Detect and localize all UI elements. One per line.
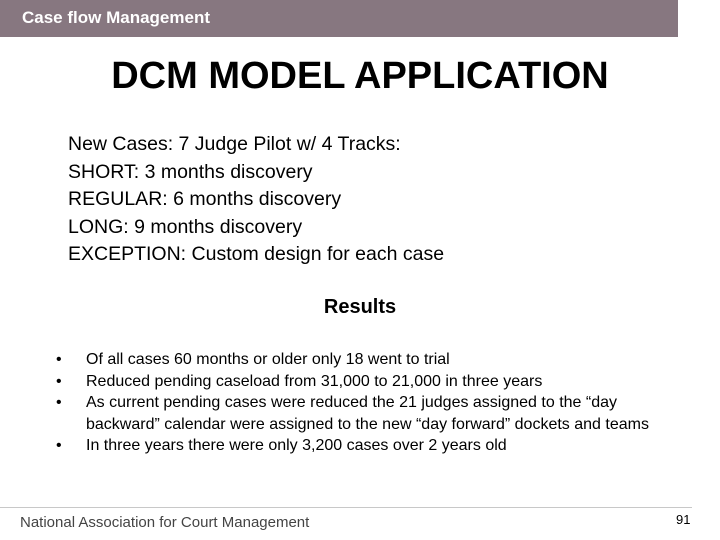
results-heading-label: Results (323, 296, 397, 318)
tracks-list (68, 131, 444, 269)
bullet-dot-icon: • (56, 437, 62, 454)
header-label: Case flow Management (22, 8, 210, 27)
bullet-text: Reduced pending caseload from 31,000 to 21,000 in three years (86, 372, 543, 390)
track-exception-line: EXCEPTION: Custom design for each case (68, 243, 445, 265)
tracks-intro-line: New Cases: 7 Judge Pilot w/ 4 Tracks: (68, 133, 401, 155)
slide-title: DCM MODEL APPLICATION (111, 55, 609, 97)
bullet-dot-icon: • (56, 372, 62, 390)
results-bullet-list (56, 349, 676, 457)
track-long-line: LONG: 9 months discovery (68, 215, 303, 238)
bullet-item (56, 392, 676, 435)
footer-divider (0, 507, 692, 508)
bullet-text: As current pending cases were reduced the 21 judges assigned to the “day backward” calendar were assigned to the new “day forward” dockets and teams (86, 394, 649, 433)
header-bar (0, 0, 678, 37)
footer-organization: National Association for Court Management (20, 514, 310, 531)
bullet-item (56, 371, 676, 393)
page-number: 91 (676, 512, 691, 527)
track-short-line: SHORT: 3 months discovery (68, 160, 313, 183)
bullet-dot-icon: • (56, 351, 62, 368)
bullet-dot-icon: • (56, 394, 62, 411)
track-regular-line: REGULAR: 6 months discovery (68, 188, 342, 210)
bullet-item (56, 435, 676, 457)
bullet-text: Of all cases 60 months or older only 18 went to trial (86, 351, 450, 368)
results-heading (0, 294, 720, 320)
bullet-text: In three years there were only 3,200 cases over 2 years old (86, 437, 507, 454)
bullet-item (56, 349, 676, 371)
